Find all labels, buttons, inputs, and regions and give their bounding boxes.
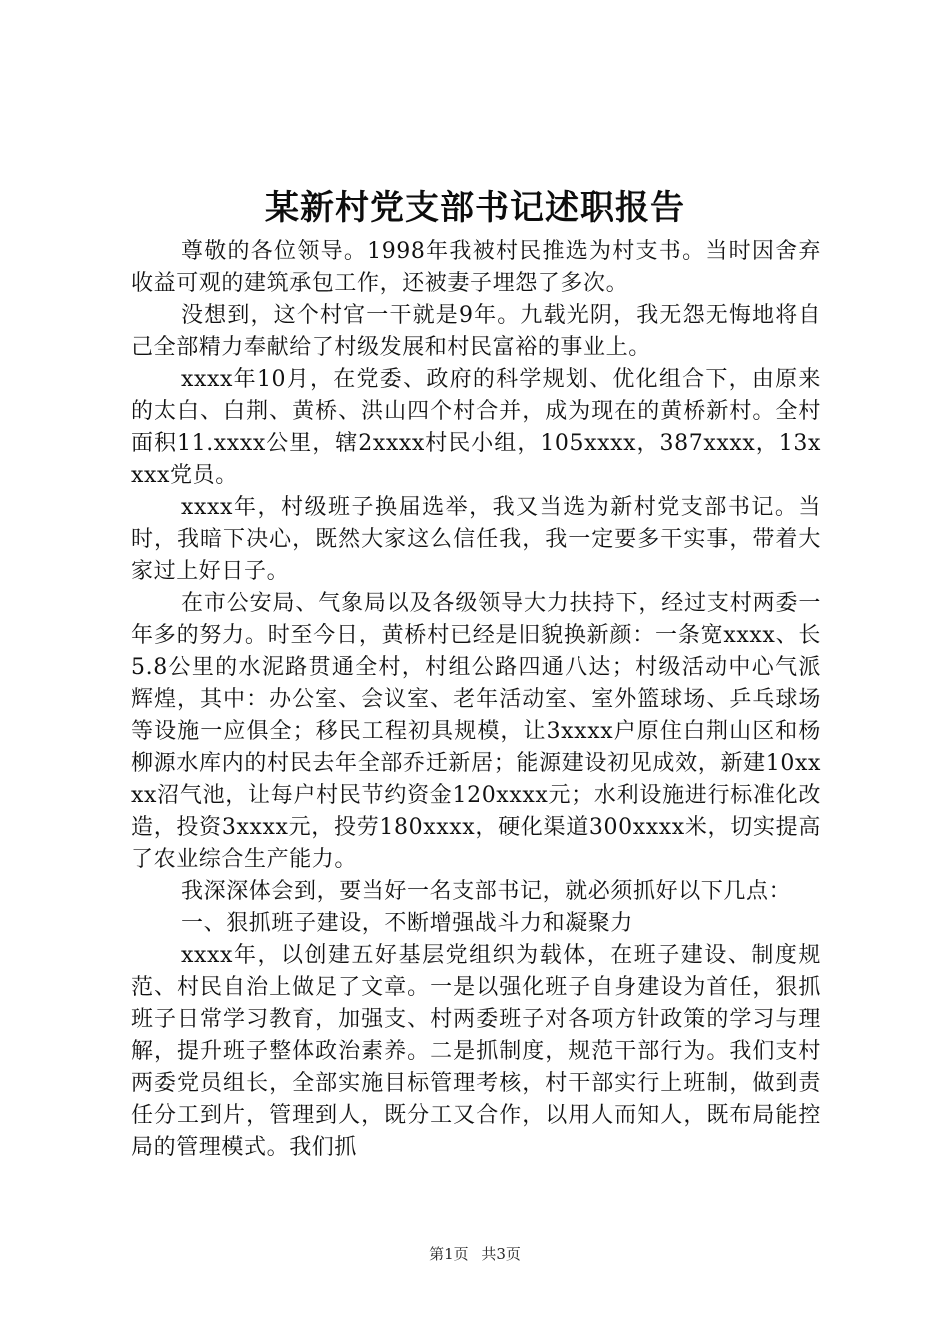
document-body [131,236,821,1164]
paragraph: 在市公安局、气象局以及各级领导大力扶持下，经过支村两委一年多的努力。时至今日，黄桥村已经是旧貌换新颜：一条宽xxxx、长5.8公里的水泥路贯通全村，村组公路四通八达；村级活动中心气派辉煌，其中：办公室、会议室、老年活动室、室外篮球场、乒乓球场等设施一应俱全；移民工程初具规模，让3xxxx户原住白荆山区和杨柳源水库内的村民去年全部乔迁新居；能源建设初见成效，新建10xxxx沼气池，让每户村民节约资金120xxxx元；水利设施进行标准化改造，投资3xxxx元，投劳180xxxx，硬化渠道300xxxx米，切实提高了农业综合生产能力。 [131,591,821,872]
document-title: 某新村党支部书记述职报告 [265,188,685,228]
paragraph: xxxx年，以创建五好基层党组织为载体，在班子建设、制度规范、村民自治上做足了文章。一是以强化班子自身建设为首任，狠抓班子日常学习教育，加强支、村两委班子对各项方针政策的学习与理解，提升班子整体政治素养。二是抓制度，规范干部行为。我们支村两委党员组长，全部实施目标管理考核，村干部实行上班制，做到责任分工到片，管理到人，既分工又合作，以用人而知人，既布局能控局的管理模式。我们抓 [131,943,821,1160]
paragraph: 我深深体会到，要当好一名支部书记，就必须抓好以下几点： [181,879,792,904]
paragraph: xxxx年，村级班子换届选举，我又当选为新村党支部书记。当时，我暗下决心，既然大家这么信任我，我一定要多干实事，带着大家过上好日子。 [131,495,821,584]
page-footer [0,1244,950,1264]
page-number: 第1页 [429,1245,469,1263]
paragraph: xxxx年10月，在党委、政府的科学规划、优化组合下，由原来的太白、白荆、黄桥、洪山四个村合并，成为现在的黄桥新村。全村面积11.xxxx公里，辖2xxxx村民小组，105xxxx，387xxxx，13xxxx党员。 [131,367,821,488]
section-heading: 一、狠抓班子建设，不断增强战斗力和凝聚力 [181,911,634,936]
paragraph: 没想到，这个村官一干就是9年。九载光阴，我无怨无悔地将自己全部精力奉献给了村级发展和村民富裕的事业上。 [131,303,821,360]
paragraph: 尊敬的各位领导。1998年我被村民推选为村支书。当时因舍弃收益可观的建筑承包工作，还被妻子埋怨了多次。 [131,239,821,296]
page-total: 共3页 [481,1245,521,1263]
